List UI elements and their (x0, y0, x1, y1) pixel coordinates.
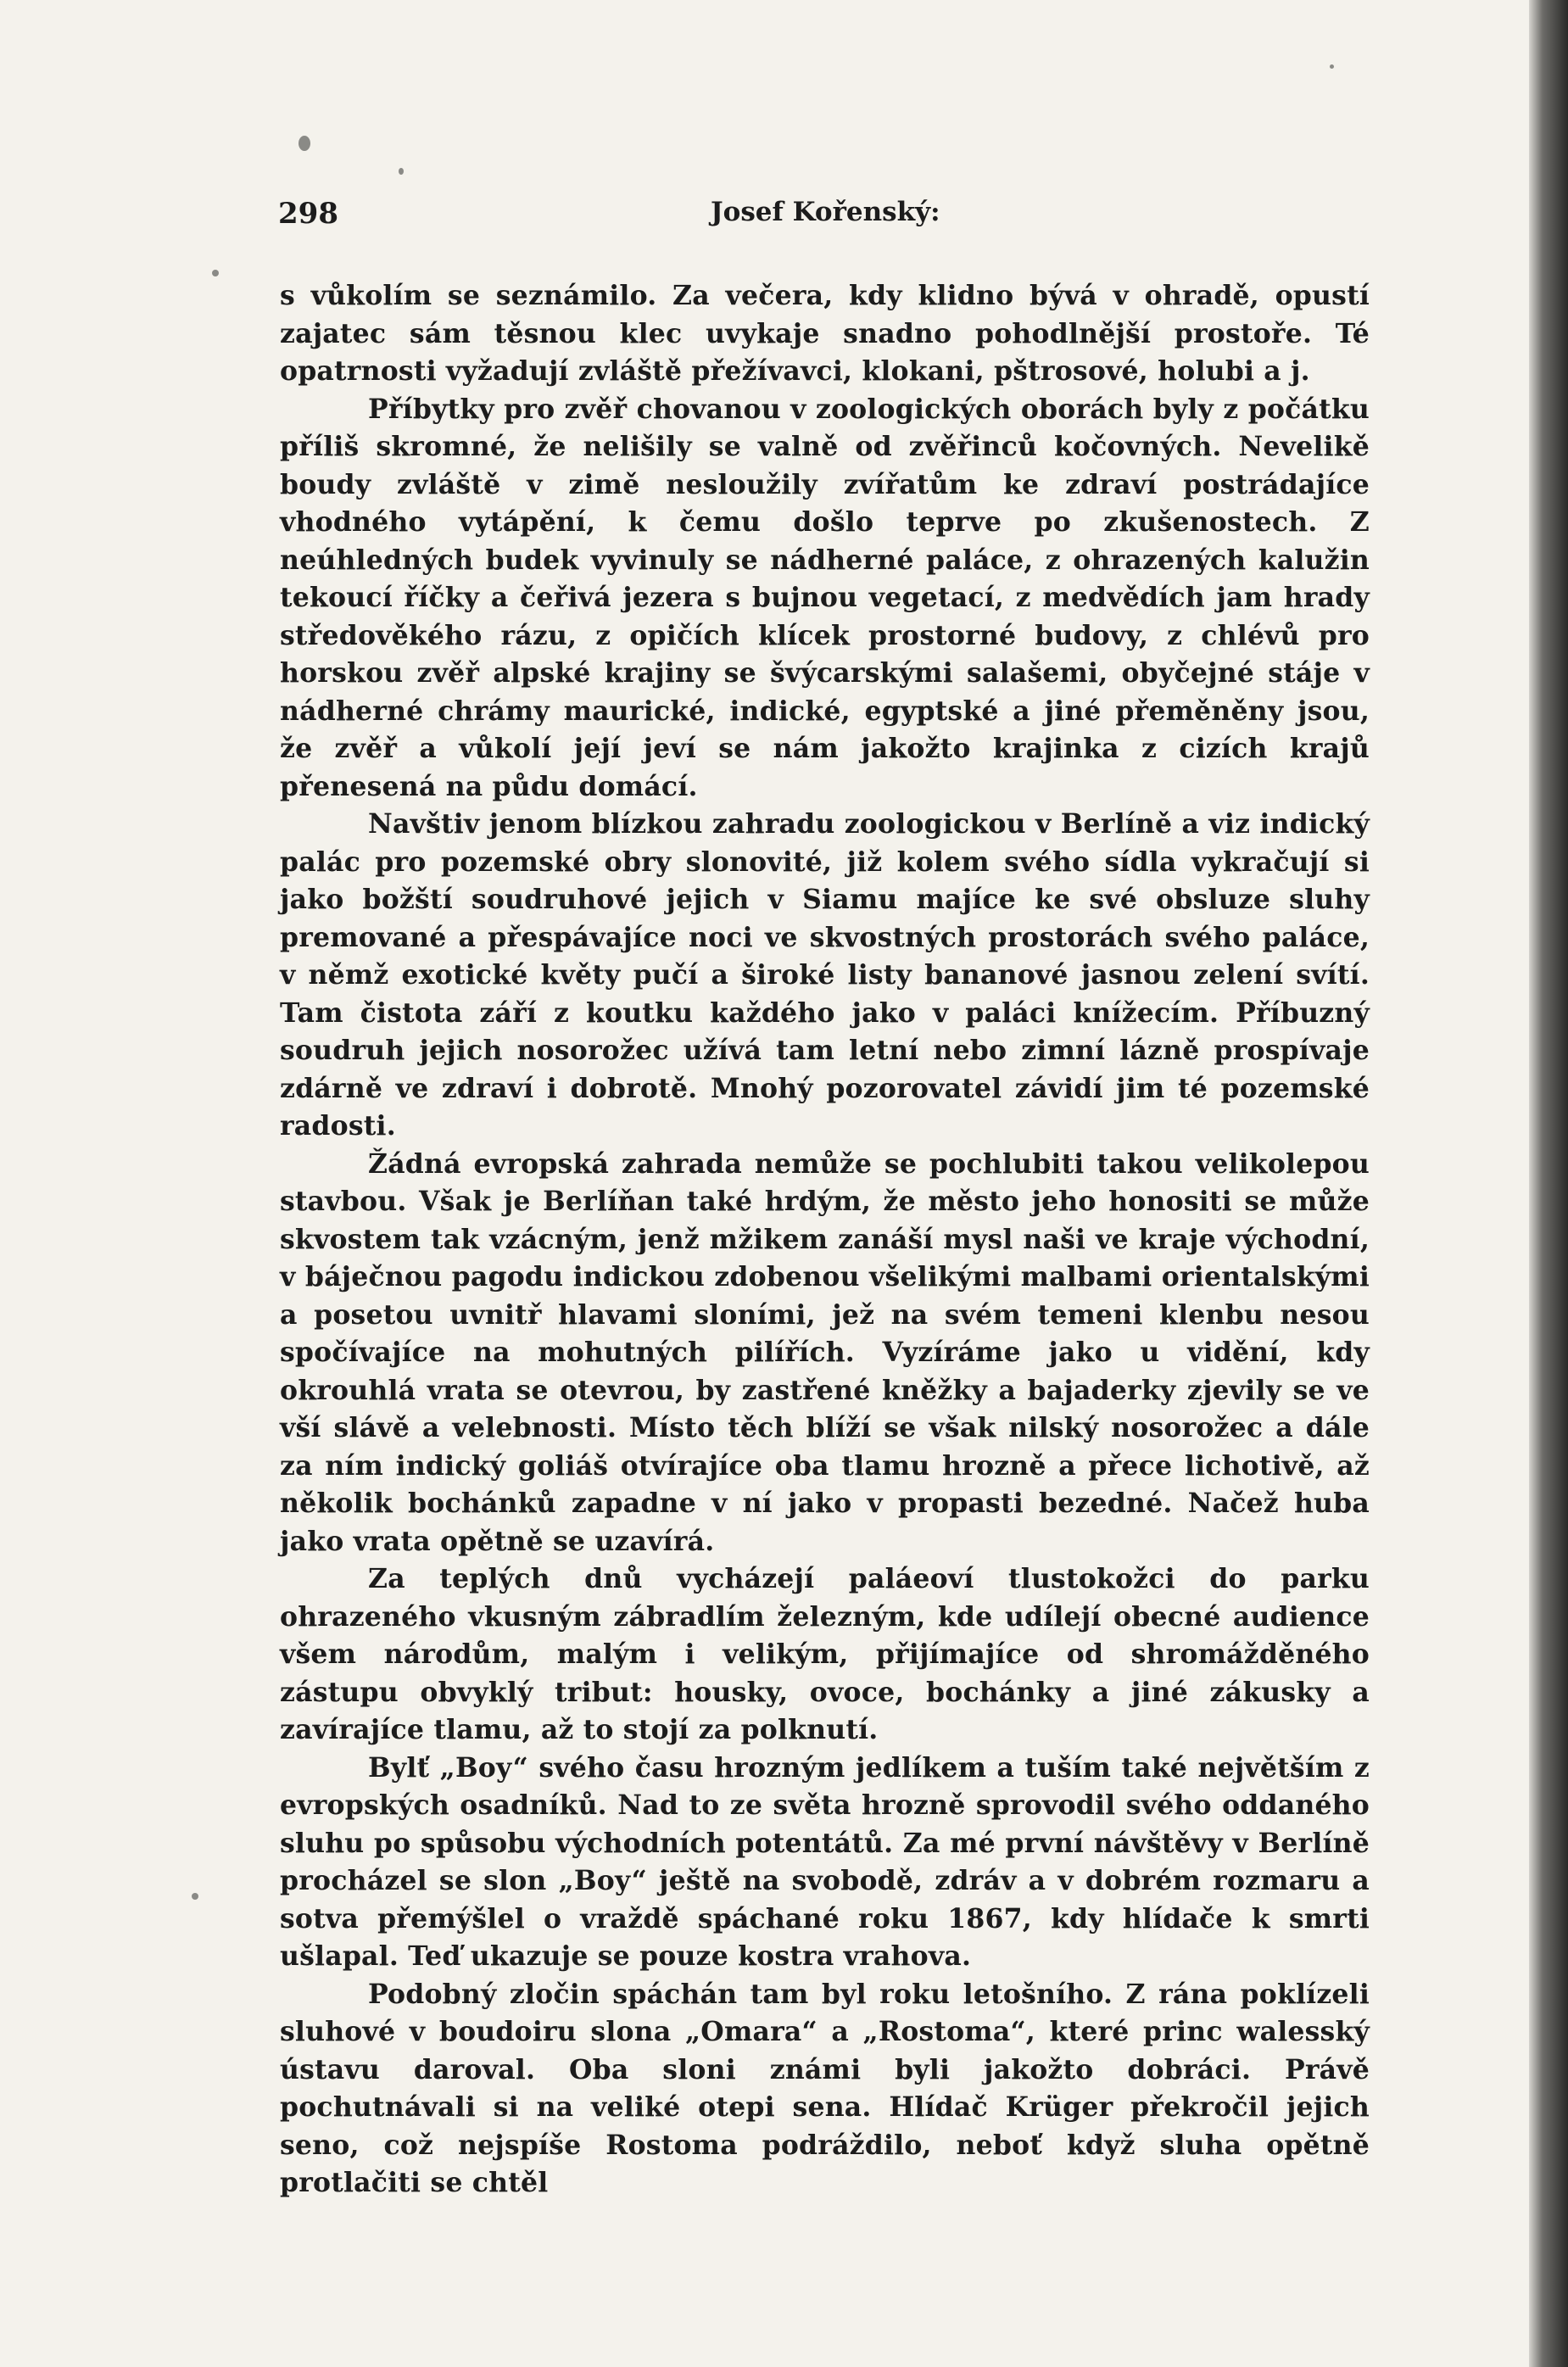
running-head: Josef Kořenský: (711, 197, 940, 227)
page-edge-shadow (1529, 0, 1568, 2367)
scan-speck (192, 1893, 198, 1900)
paragraph-5: Za teplých dnů vycházejí paláeoví tlustokožci do parku ohrazeného vkusným zábradlím železným, kde udílejí obecné audience všem národům, malým i velikým, přijímajíce od shromážděného zástupu obvyklý tribut: housky, ovoce, bochánky a jiné zákusky a zavírajíce tlamu, až to stojí za polknutí. (280, 1563, 1370, 1745)
paragraph-7: Podobný zločin spáchán tam byl roku letošního. Z rána poklízeli sluhové v boudoiru slona „Omara“ a „Rostoma“, které princ walesský ústavu daroval. Oba sloni známi byli jakožto dobráci. Právě pochutnávali si na veliké otepi sena. Hlídač Krüger překročil jejich seno, což nejspíše Rostoma podráždilo, neboť když sluha opětně protlačiti se chtěl (280, 1978, 1370, 2198)
paragraph-4: Žádná evropská zahrada nemůže se pochlubiti takou velikolepou stavbou. Však je Berlíňan také hrdým, že město jeho honositi se může skvostem tak vzácným, jenž mžikem zanáší mysl naši ve kraje východní, v báječnou pagodu indickou zdobenou všelikými malbami orientalskými a posetou uvnitř hlavami sloními, jež na svém temeni klenbu nesou spočívajíce na mohutných pilířích. Vyzíráme jako u vidění, kdy okrouhlá vrata se otevrou, by zastřené kněžky a bajaderky zjevily se ve vší slávě a velebnosti. Místo těch blíží se však nilský nosorožec a dále za ním indický goliáš otvírajíce oba tlamu hrozně a přece lichotivě, až několik bochánků zapadne v ní jako v propasti bezedné. Načež huba jako vrata opětně se uzavírá. (280, 1147, 1370, 1557)
paragraph-6: Bylť „Boy“ svého času hrozným jedlíkem a tuším také největším z evropských osadníků. Nad to ze světa hrozně sprovodil svého oddaného sluhu po spůsobu východních potentátů. Za mé první návštěvy v Berlíně procházel se slon „Boy“ ještě na svobodě, zdráv a v dobrém rozmaru a sotva přemýšlel o vraždě spáchané roku 1867, kdy hlídače k smrti ušlapal. Teď ukazuje se pouze kostra vrahova. (280, 1751, 1370, 1972)
page-header (278, 197, 1372, 239)
page-number: 298 (278, 197, 338, 231)
paragraph-2: Příbytky pro zvěř chovanou v zoologických oborách byly z počátku příliš skromné, že nelišily se valně od zvěřinců kočovných. Nevelikě boudy zvláště v zimě nesloužily zvířatům ke zdraví postrádajíce vhodného vytápění, k čemu došlo teprve po zkušenostech. Z neúhledných budek vyvinuly se nádherné paláce, z ohrazených kalužin tekoucí říčky a čeřivá jezera s bujnou vegetací, z medvědích jam hrady středověkého rázu, z opičích klícek prostorné budovy, z chlévů pro horskou zvěř alpské krajiny se švýcarskými salašemi, obyčejné stáje v nádherné chrámy maurické, indické, egyptské a jiné přeměněny jsou, že zvěř a vůkolí její jeví se nám jakožto krajinka z cizích krajů přenesená na půdu domácí. (280, 393, 1370, 802)
paragraph-3: Navštiv jenom blízkou zahradu zoologickou v Berlíně a viz indický palác pro pozemské obry slonovité, již kolem svého sídla vykračují si jako božští soudruhové jejich v Siamu majíce ke své obsluze sluhy premované a přespávajíce noci ve skvostných prostorách svého paláce, v němž exotické květy pučí a široké listy bananové jasnou zelení svítí. Tam čistota září z koutku každého jako v paláci knížecím. Příbuzný soudruh jejich nosorožec užívá tam letní nebo zimní lázně prospívaje zdárně ve zdraví i dobrotě. Mnohý pozorovatel závidí jim té pozemské radosti. (280, 808, 1370, 1142)
body-text (280, 277, 1370, 2202)
paragraph-1: s vůkolím se seznámilo. Za večera, kdy klidno bývá v ohradě, opustí zajatec sám těsnou klec uvykaje snadno pohodlnější prostoře. Té opatrnosti vyžadují zvláště přežívavci, klokani, pštrosové, holubi a j. (280, 280, 1370, 387)
scan-speck (212, 270, 219, 276)
scan-speck (1330, 64, 1334, 69)
scan-speck (399, 168, 404, 175)
scan-speck (299, 136, 310, 151)
